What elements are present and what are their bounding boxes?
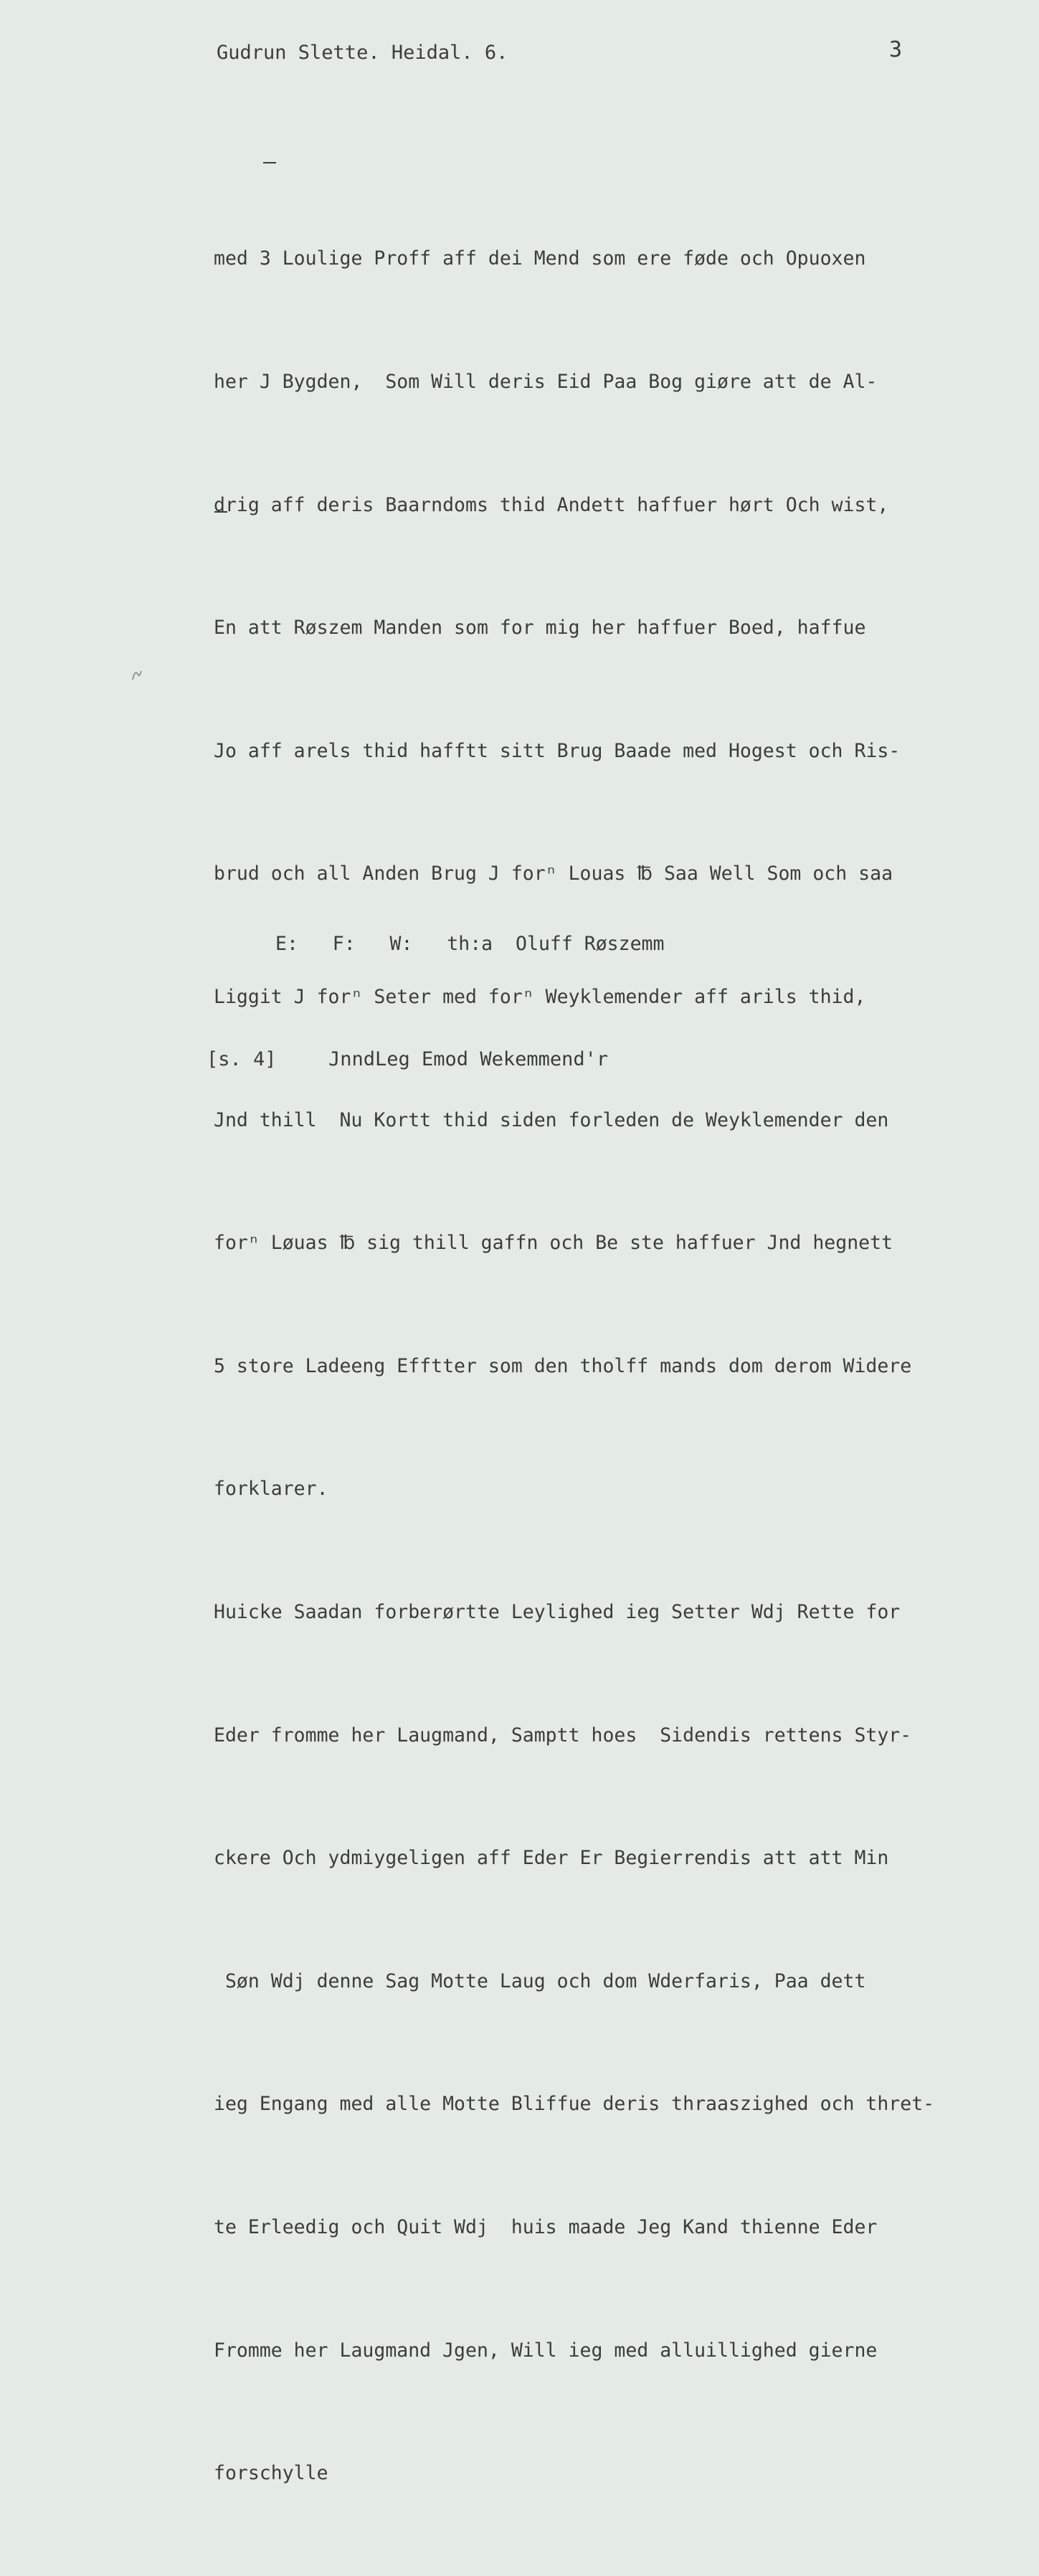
text-line: Søn Wdj denne Sag Motte Laug och dom Wderfaris, Paa dett — [214, 1969, 866, 1992]
text-line: forⁿ Løuas ℔ sig thill gaffn och Be ste haffuer Jnd hegnett — [214, 1232, 893, 1255]
text-line: te Erleedig och Quit Wdj huis maade Jeg Kand thienne Eder — [214, 2215, 878, 2238]
text-line: Fromme her Laugmand Jgen, Will ieg med alluillighed gierne — [214, 2339, 878, 2362]
text-line: forklarer. — [214, 1478, 328, 1501]
text-line: Jo aff arels thid hafftt sitt Brug Baade med Hogest och Ris- — [214, 739, 901, 762]
bleed-through-text-top — [7, 0, 43, 49]
text-line: med 3 Loulige Proff aff dei Mend som ere føde och Opuoxen — [214, 247, 866, 270]
overline-mark — [214, 510, 228, 514]
page-header: Gudrun Slette. Heidal. 6. — [217, 42, 508, 64]
text-line: Eder fromme her Laugmand, Samptt hoes Sidendis rettens Styr- — [214, 1724, 912, 1746]
body-text — [214, 156, 1010, 2576]
text-line: 5 store Ladeeng Efftter som den tholff mands dom derom Widere — [214, 1354, 912, 1377]
text-line: Huicke Saadan forberørtte Leylighed ieg Setter Wdj Rette for — [214, 1600, 901, 1623]
text-line: Liggit J forⁿ Seter med forⁿ Weyklemender aff arils thid, — [214, 985, 866, 1008]
footer-title: JnndLeg Emod Wekemmend'r — [328, 1048, 609, 1070]
text-line: ieg Engang med alle Motte Bliffue deris thraaszighed och thret- — [214, 2093, 935, 2116]
text-line: forschylle — [214, 2462, 328, 2485]
signature-line: E: F: W: th:a Oluff Røszemm — [275, 933, 665, 955]
page-number: 3 — [889, 37, 903, 62]
pen-margin-mark — [131, 667, 143, 683]
text-line: En att Røszem Manden som for mig her haffuer Boed, haffue — [214, 617, 866, 640]
footer-page-ref: [s. 4] — [207, 1048, 277, 1070]
text-line: ckere Och ydmiygeligen aff Eder Er Begierrendis att att Min — [214, 1847, 889, 1870]
overline-mark — [262, 161, 277, 165]
text-line: her J Bygden, Som Will deris Eid Paa Bog giøre att de Al- — [214, 371, 878, 393]
text-line: drig aff deris Baarndoms thid Andett haffuer hørt Och wist, — [214, 493, 889, 516]
text-line: brud och all Anden Brug J forⁿ Louas ℔ Saa Well Som och saa — [214, 862, 893, 885]
text-line: Jnd thill Nu Kortt thid siden forleden de Weyklemender den — [214, 1108, 889, 1131]
